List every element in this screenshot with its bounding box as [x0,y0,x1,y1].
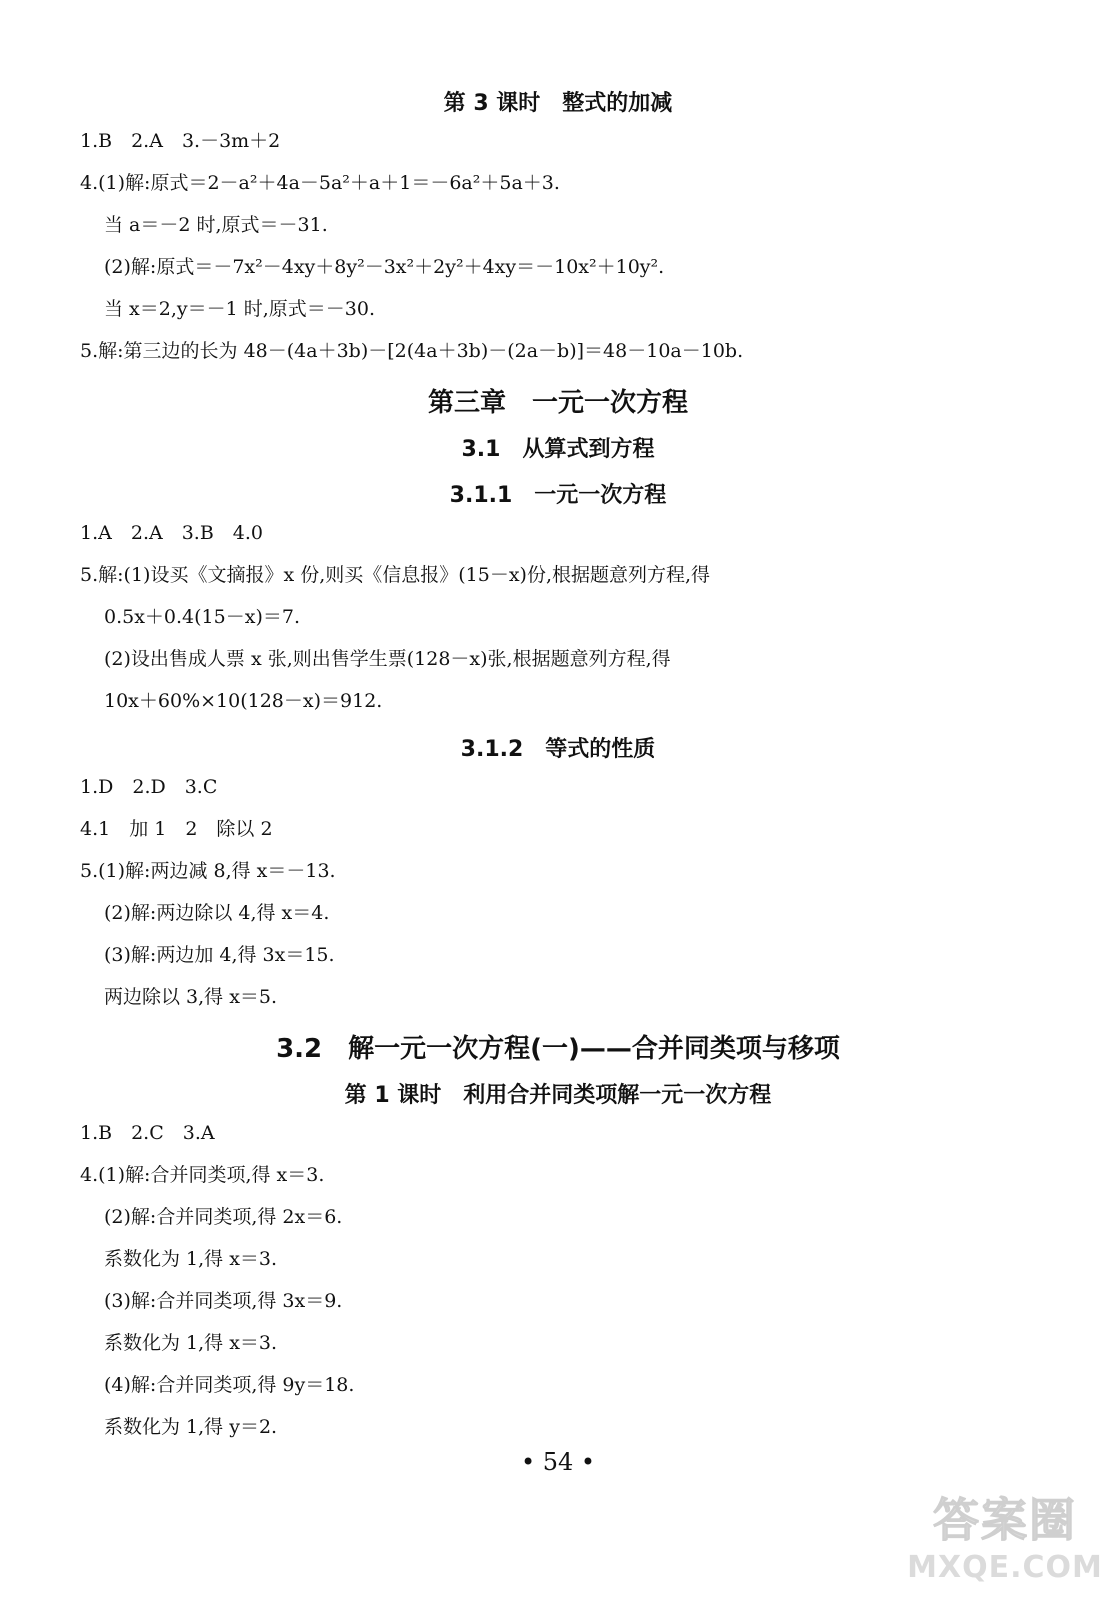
chapter-title: 第三章 一元一次方程 [427,388,688,418]
answer-line: 5.解:(1)设买《文摘报》x 份,则买《信息报》(15－x)份,根据题意列方程,得 [80,564,711,586]
answer-line: (3)解:合并同类项,得 3x＝9. [104,1290,343,1312]
answer-line: 两边除以 3,得 x＝5. [104,986,278,1008]
answer-line: (2)设出售成人票 x 张,则出售学生票(128－x)张,根据题意列方程,得 [104,648,671,670]
answer-line: 10x＋60%×10(128－x)＝912. [104,690,383,712]
answer-line: 5.(1)解:两边减 8,得 x＝－13. [80,860,336,882]
watermark-logo [900,1484,1110,1594]
page-number: • 54 • [520,1448,596,1476]
section-title-3-1-2: 3.1.2 等式的性质 [460,737,656,762]
answer-line: 5.解:第三边的长为 48－(4a＋3b)－[2(4a＋3b)－(2a－b)]＝48－10a－10b. [80,340,744,362]
lesson-title-1: 第 1 课时 利用合并同类项解一元一次方程 [344,1083,772,1108]
answer-line: 系数化为 1,得 x＝3. [104,1332,278,1354]
answer-line: 1.D 2.D 3.C [80,776,218,798]
answer-line: 当 a＝－2 时,原式＝－31. [104,214,328,236]
answer-line: (2)解:合并同类项,得 2x＝6. [104,1206,343,1228]
answer-line: (4)解:合并同类项,得 9y＝18. [104,1374,355,1396]
answer-line: 系数化为 1,得 x＝3. [104,1248,278,1270]
answer-line: 1.B 2.C 3.A [80,1122,215,1144]
lesson-title-3: 第 3 课时 整式的加减 [443,91,673,116]
answer-line: 4.(1)解:合并同类项,得 x＝3. [80,1164,325,1186]
answer-line: 1.B 2.A 3.－3m＋2 [80,130,281,152]
section-title-3-1: 3.1 从算式到方程 [461,437,655,462]
watermark-text: 答案圈 [933,1493,1077,1547]
answer-line: 4.1 加 1 2 除以 2 [80,818,273,840]
watermark-url: MXQE.COM [907,1550,1103,1585]
section-title-3-1-1: 3.1.1 一元一次方程 [449,483,667,508]
answer-line: 4.(1)解:原式＝2－a²＋4a－5a²＋a＋1＝－6a²＋5a＋3. [80,172,560,194]
answer-line: 0.5x＋0.4(15－x)＝7. [104,606,300,628]
answer-line: 1.A 2.A 3.B 4.0 [80,522,264,544]
answer-line: 系数化为 1,得 y＝2. [104,1416,278,1438]
answer-line: (3)解:两边加 4,得 3x＝15. [104,944,335,966]
answer-line: 当 x＝2,y＝－1 时,原式＝－30. [104,298,376,320]
section-title-3-2: 3.2 解一元一次方程(一)——合并同类项与移项 [276,1034,840,1064]
answer-line: (2)解:原式＝－7x²－4xy＋8y²－3x²＋2y²＋4xy＝－10x²＋10y². [104,256,665,278]
answer-line: (2)解:两边除以 4,得 x＝4. [104,902,330,924]
